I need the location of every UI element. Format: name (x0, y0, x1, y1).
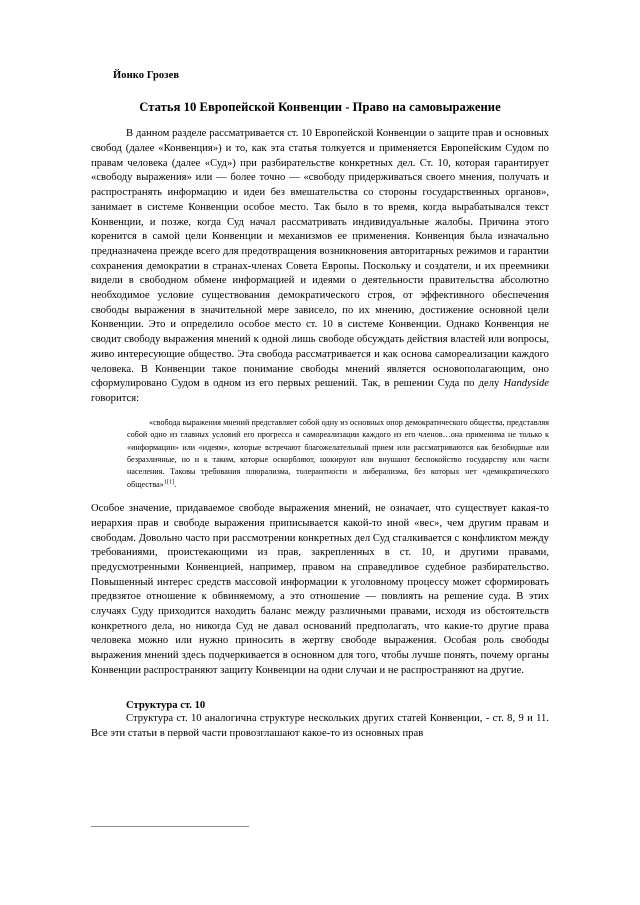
intro-paragraph (91, 127, 549, 406)
second-paragraph: Особое значение, придаваемое свободе выражения мнений, не означает, что существует какая-то иерархия прав и свободе выражения приписывается какой-то иной «вес», чем другим правам и свободам. Довольно часто при рассмотрении конкретных дел Суд сталкивается с конфликтом между требованиями, проистекающими из прав, закрепленных в ст. 10, и другими правами, предусмотренными Конвенцией, например, правом на справедливое судебное разбирательство. Повышенный интерес средств массовой информации к уголовному процессу может сформировать предвзятое отношение к обвиняемому, а это отношение — повлиять на решение суда. В этих случаях Суду приходится находить баланс между различными правами, исходя из обстоятельств конкретного дела, но никогда Суд не давал оснований предполагать, что какие-то другие права человека можно или нужно приносить в жертву свободе выражения. Особая роль свободы выражения мнений здесь подчеркивается в основном для того, чтобы лучше понять, почему органы Конвенции распространяют защиту Конвенции на одни случаи и не распространяют на другие. (91, 503, 549, 676)
footnote-marker[interactable]: 1[1] (163, 478, 175, 486)
document-body (91, 0, 549, 742)
block-quote-text: «свобода выражения мнений представляет собой одну из основных опор демократического общества, представляя собой одно из главных условий его прогресса и самореализации каждого из его членов…она применима не только к «информации» или «идеям», которые встречают благожелательный прием или рассматриваются как безобидные или безразличные, но и к таким, которые оскорбляют, шокируют или внушают беспокойство государству или части населения. Таковы требования плюрализма, толерантности и либерализма, без которых нет «демократического общества» (127, 417, 549, 489)
block-quote-paragraph (127, 417, 549, 491)
page-title: Статья 10 Европейской Конвенции - Право на самовыражение (139, 99, 501, 114)
section-paragraph: Структура ст. 10 аналогична структуре нескольких других статей Конвенции, - ст. 8, 9 и 11. Все эти статьи в первой части провозглашают какое-то из основных прав (91, 713, 549, 740)
section-heading-structure: Структура ст. 10 (126, 699, 206, 711)
footnote-separator (91, 826, 249, 827)
block-quote-text-end: . (174, 479, 177, 489)
author-name: Йонко Грозев (113, 70, 180, 81)
case-name-handyside: Handyside (503, 378, 549, 390)
block-quote (127, 417, 549, 491)
intro-paragraph-tail: говорится: (91, 392, 140, 404)
intro-paragraph-text: В данном разделе рассматривается ст. 10 Европейской Конвенции о защите прав и основных свобод (далее «Конвенция») и то, как эта статья толкуется и применяется Европейским Судом по правам человека (далее «Суд») при разбирательстве конкретных дел. Ст. 10, которая гарантирует «свободу выражения» или — более точно — «свободу придерживаться своего мнения, получать и распространять информацию и идеи без вмешательства со стороны государственных органов», занимает в системе Конвенции особое место. Так было в то время, когда вырабатывался текст Конвенции, и позже, когда Суд начал рассматривать индивидуальные жалобы. Причина этого коренится в самой цели Конвенции и механизмов ее применения. Конвенция была изначально предназначена прежде всего для предотвращения возникновения авторитарных режимов и гарантии сохранения демократии в странах-членах Совета Европы. Поскольку и создатели, и их преемники видели в свободном обмене информацией и идеями о деятельности правительства абсолютно необходимое условие существования демократического строя, от эффективного обеспечения свободы выражения в значительной мере зависело, по их мнению, достижение основной цели Конвенции. Это и определило особое место ст. 10 в системе Конвенции. Однако Конвенция не сводит свободу выражения мнений к одной лишь свободе обсуждать действия властей или вопросы, живо интересующие общество. Эта свобода рассматривается и как основа самореализации каждого человека. В Конвенции такое понимание свободы мнений является основополагающим, оно сформулировано Судом в одном из его первых решений. Так, в решении Суда по делу (91, 128, 549, 390)
